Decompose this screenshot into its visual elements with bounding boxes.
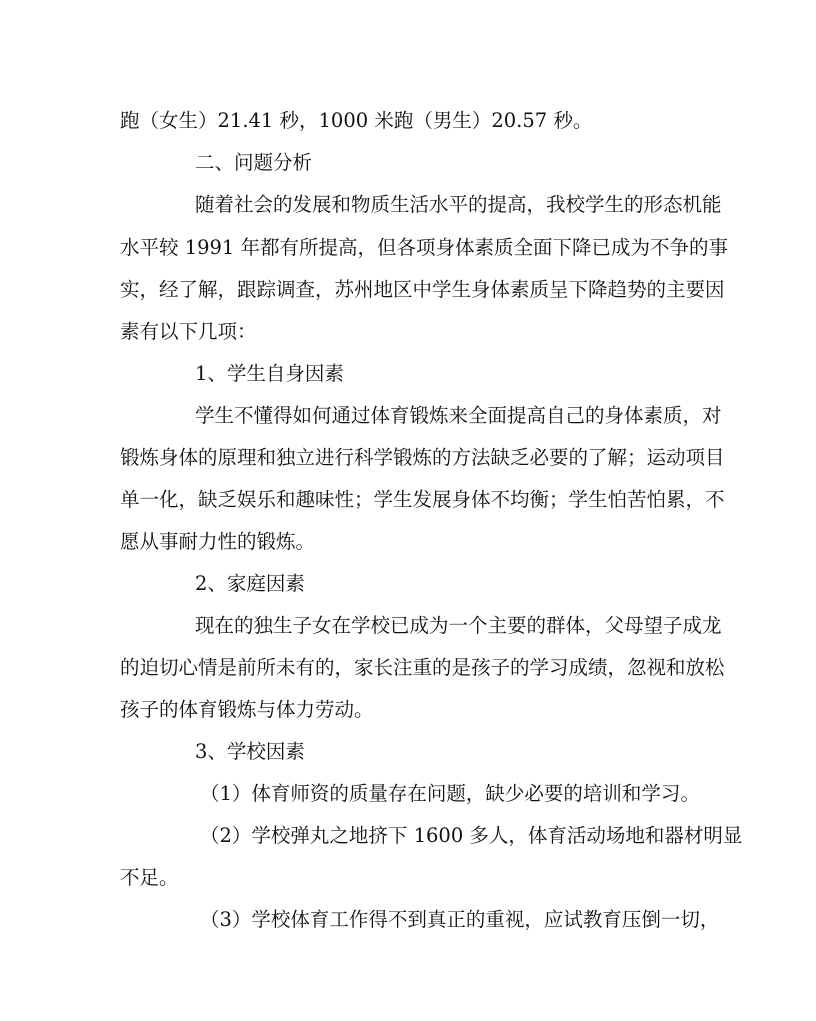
list-item-2-continuation: 不足。 — [120, 866, 179, 889]
paragraph-line: 学生不懂得如何通过体育锻炼来全面提高自己的身体素质，对 — [195, 404, 722, 427]
paragraph-line: 实，经了解，跟踪调查，苏州地区中学生身体素质呈下降趋势的主要因 — [120, 278, 725, 301]
section-heading-problem-analysis: 二、问题分析 — [195, 151, 313, 174]
paragraph-line: 随着社会的发展和物质生活水平的提高，我校学生的形态机能 — [195, 193, 722, 216]
paragraph-line: 素有以下几项： — [120, 320, 257, 343]
subheading-school-factors: 3、学校因素 — [195, 740, 305, 763]
paragraph-line: 愿从事耐力性的锻炼。 — [120, 530, 316, 553]
subheading-student-factors: 1、学生自身因素 — [195, 362, 344, 385]
paragraph-line: 孩子的体育锻炼与体力劳动。 — [120, 698, 374, 721]
paragraph-line: 单一化，缺乏娱乐和趣味性；学生发展身体不均衡；学生怕苦怕累，不 — [120, 488, 725, 511]
subheading-family-factors: 2、家庭因素 — [195, 572, 305, 595]
list-item-2: （2）学校弹丸之地挤下 1600 多人，体育活动场地和器材明显 — [200, 824, 743, 847]
paragraph-line: 锻炼身体的原理和独立进行科学锻炼的方法缺乏必要的了解；运动项目 — [120, 446, 725, 469]
text-line-continuation: 跑（女生）21.41 秒，1000 米跑（男生）20.57 秒。 — [120, 109, 593, 132]
list-item-3: （3）学校体育工作得不到真正的重视，应试教育压倒一切， — [200, 908, 720, 931]
paragraph-line: 水平较 1991 年都有所提高，但各项身体素质全面下降已成为不争的事 — [120, 236, 729, 259]
paragraph-line: 的迫切心情是前所未有的，家长注重的是孩子的学习成绩，忽视和放松 — [120, 656, 725, 679]
list-item-1: （1）体育师资的质量存在问题，缺少必要的培训和学习。 — [200, 782, 700, 805]
paragraph-line: 现在的独生子女在学校已成为一个主要的群体，父母望子成龙 — [195, 614, 722, 637]
